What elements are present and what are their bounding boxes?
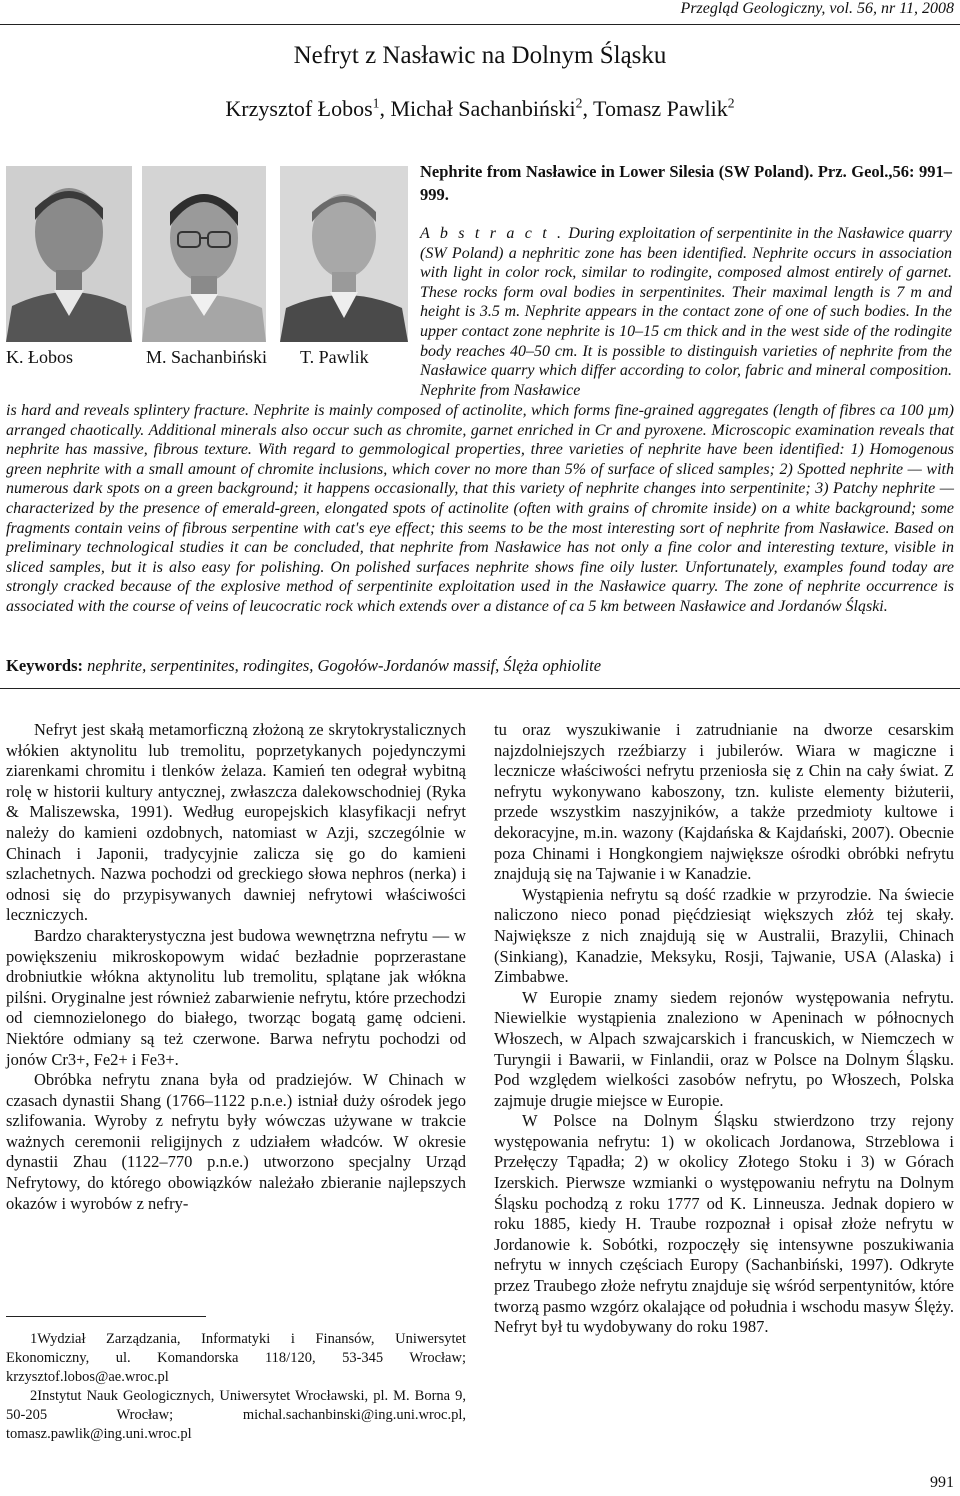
body-paragraph: tu oraz wyszukiwanie i zatrudnianie na dworze cesarskim najzdolniejszych rzeźbiarzy i jubilerów. Wiara w magiczne i lecznicze właściwości nefrytu przeniosła się z Chin na cały świat. Z nefrytu wykonywano kaboszony, tzn. kuliste elementy biżuterii, przede wszystkim naszyjników, a także przedmioty kultowe i dekoracyjne, m.in. wazony (Kajdańska & Kajdański, 2007). Obecnie poza Chinami i Hongkongiem największe ośrodki obróbki nefrytu znajdują się na Tajwanie i w Kanadzie.: [494, 720, 954, 884]
author-name: Michał Sachanbiński: [390, 96, 576, 121]
body-paragraph: Wystąpienia nefrytu są dość rzadkie w przyrodzie. Na świecie naliczono nieco ponad pięćdziesiąt większych złóż tej skały. Największe z nich znajdują się w Australii, Brazylii, Chinach (Sinkiang), Kanadzie, Meksyku, Rosji, Tajwanie, USA (Alaska) i Zimbabwe.: [494, 884, 954, 987]
author-photo-lobos: [6, 166, 132, 342]
abstract-full-text: is hard and reveals splintery fracture. Nephrite is mainly composed of actinolite, which forms fine-grained aggregates (length of fibres ca 100 µm) arranged chaotically. Additional minerals also occur such as chromite, garnet enriched in Cr and pyroxene. Microscopic examination reveals that nephrite has massive, fibrous texture. With regard to gemmological properties, three varieties of nephrite have been identified: 1) Homogenous green nephrite with a small amount of chromite inclusions, which cover no more than 5% of surface of sliced samples; 2) Spotted nephrite — with numerous dark spots on a green background; it happens occasionally, that this variety of nephrite changes into serpentinite; 3) Patchy nephrite — characterized by the presence of emerald-green, elongated spots of actinolite (often with grains of chromite inside) on a white background; some fragments contain veins of fibrous serpentine with cat's eye effect; this seems to be the most interesting sort of nephrite from Nasławice. Based on preliminary technological studies it can be concluded, that nephrite from Nasławice has not only a fine color and interesting texture, visible in sliced samples, but it is also easy for polishing. On polished surfaces nephrite shows fine oily luster. Unfortunately, examples found today are strongly cracked because of the explosive method of serpentinite exploitation used in the Nasławice quarry. The zone of nephrite occurrence is associated with the course of veins of leucocratic rock which extends over a distance of ca 5 km between Nasławice and Jordanów Śląski.: [6, 402, 954, 615]
photo-caption: T. Pawlik: [300, 347, 369, 367]
keywords-label: Keywords:: [6, 656, 83, 675]
journal-header: Przegląd Geologiczny, vol. 56, nr 11, 2008: [680, 0, 954, 17]
footnote-rule: [6, 1316, 206, 1317]
author-name: Krzysztof Łobos: [225, 96, 373, 121]
photo-caption: K. Łobos: [6, 347, 73, 367]
author-line: Krzysztof Łobos$^1$, Michał Sachanbiński$^2$, Tomasz Pawlik$^2$: [225, 95, 735, 121]
keywords-text: nephrite, serpentinites, rodingites, Gogołów-Jordanów massif, Ślęża ophiolite: [87, 656, 602, 675]
author-photo-pawlik: [280, 166, 408, 342]
portrait-image: [142, 166, 266, 342]
citation-reference: Nephrite from Nasławice in Lower Silesia (SW Poland). Prz. Geol.,56: 991–999.: [420, 162, 952, 204]
keywords-line: [6, 656, 954, 676]
footnote: 2Instytut Nauk Geologicznych, Uniwersytet Wrocławski, pl. M. Borna 9, 50-205 Wrocław; michal.sachanbinski@ing.uni.wroc.pl, tomasz.pawlik@ing.uni.wroc.pl: [6, 1388, 466, 1442]
author-affiliation-mark: 2: [727, 95, 735, 111]
author-affiliation-mark: 1: [372, 95, 380, 111]
author-name: Tomasz Pawlik: [593, 96, 728, 121]
photo-caption: M. Sachanbiński: [146, 347, 267, 367]
footnotes: [6, 1330, 466, 1444]
header-rule: [0, 24, 960, 25]
author-photo-sachanbinski: [142, 166, 266, 342]
body-column-left: [6, 720, 466, 1214]
abstract-text-part-1: During exploitation of serpentinite in the Nasławice quarry (SW Poland) a nephritic zone has been identified. Nephrite occurs in association with light in color rock, similar to rodingite, composed almost entirely of garnet. These rocks form oval bodies in serpentinites. Their maximal length is 7 m and height is 3.5 m. Nephrite appears in the contact zone of one of such bodies. In the upper contact zone nephrite is 10–15 cm thick and in the west side of the rodingite body reaches 40–50 cm. It is possible to distinguish varieties of nephrite from the Nasławice quarry which differ according to color, fabric and mineral composition. Nephrite from Nasławice: [420, 225, 952, 399]
body-paragraph: W Polsce na Dolnym Śląsku stwierdzono trzy rejony występowania nefrytu: 1) w okolicach Jordanowa, Strzeblowa i Przełęczy Tąpadła; 2) w okolicy Złotego Stoku i 3) w Górach Izerskich. Pierwsze wzmianki o występowaniu nefrytu na Dolnym Śląsku pochodzą z roku 1777 od K. Linneusza. Jednak dopiero w roku 1885, kiedy H. Traube rozpoznał i opisał złoże nefrytu w Jordanowie k. Sobótki, rozpoczęły się intensywne poszukiwania nefrytu w innych częściach Europy (Sachanbiński, 1997). Odkryte przez Traubego złoże nefrytu znajduje się wśród serpentynitów, które tworzą pasmo wzgórz okalające od południa i wschodu masyw Ślęży. Nefryt był tu wydobywany do roku 1987.: [494, 1111, 954, 1337]
author-affiliation-mark: 2: [575, 95, 583, 111]
body-paragraph: Nefryt jest skałą metamorficzną złożoną ze skrytokrystalicznych włókien aktynolitu lub tremolitu, poprzetykanych pojedynczymi ziarenkami chromitu i tlenków żelaza. Kamień ten odegrał wybitną rolę w historii kultury antycznej, zwłaszcza dalekowschodniej (Ryka & Maliszewska, 1991). Według europejskich klasyfikacji nefryt należy do kamieni ozdobnych, natomiast w Azji, szczególnie w Chinach i Japonii, tradycyjnie zalicza się go do kamieni szlachetnych. Nazwa pochodzi od greckiego słowa nephros (nerka) i odnosi się do przypisywanych dawniej nefrytowi właściwości leczniczych.: [6, 720, 466, 925]
body-paragraph: Bardzo charakterystyczna jest budowa wewnętrzna nefrytu — w powiększeniu mikroskopowym widać bezładnie poprzerastane drobniutkie włókna aktynolitu lub tremolitu, splątane jak włókna pilśni. Oryginalne jest również zabarwienie nefrytu, które przechodzi od ciemnozielonego do białego, tworząc bogatą gamę odcieni. Niektóre odmiany są też czerwone. Barwa nefrytu pochodzi od jonów Cr3+, Fe2+ i Fe3+.: [6, 925, 466, 1069]
body-paragraph: Obróbka nefrytu znana była od pradziejów. W Chinach w czasach dynastii Shang (1766–1122 p.n.e.) istniał duży ośrodek jego szlifowania. Wyroby z nefrytu były wówczas używane w trakcie ważnych ceremonii religijnych z udziałem władców. W okresie dynastii Zhau (1122–770 p.n.e.) utworzono specjalny Urząd Nefrytowy, do którego obowiązków należało zbieranie najlepszych okazów i wyrobów z nefry-: [6, 1070, 466, 1213]
abstract-side-text: [420, 224, 952, 400]
portrait-image: [280, 166, 408, 342]
article-title: Nefryt z Nasławic na Dolnym Śląsku: [293, 42, 667, 69]
abstract-label: A b s t r a c t .: [420, 225, 565, 242]
section-rule: [0, 688, 960, 689]
footnote: 1Wydział Zarządzania, Informatyki i Finansów, Uniwersytet Ekonomiczny, ul. Komandorska 118/120, 53-345 Wrocław; krzysztof.lobos@ae.wroc.pl: [6, 1331, 466, 1385]
body-column-right: [494, 720, 954, 1338]
page-number: 991: [930, 1474, 954, 1491]
body-paragraph: W Europie znamy siedem rejonów występowania nefrytu. Niewielkie wystąpienia znaleziono w Apeninach w północnych Włoszech, w Alpach szwajcarskich i francuskich, w Niemczech w Turyngii i Bawarii, w Finlandii, oraz w Polsce na Dolnym Śląsku. Pod względem wielkości zasobów nefrytu, po Włoszech, Polska zajmuje drugie miejsce w Europie.: [494, 987, 954, 1110]
portrait-image: [6, 166, 132, 342]
